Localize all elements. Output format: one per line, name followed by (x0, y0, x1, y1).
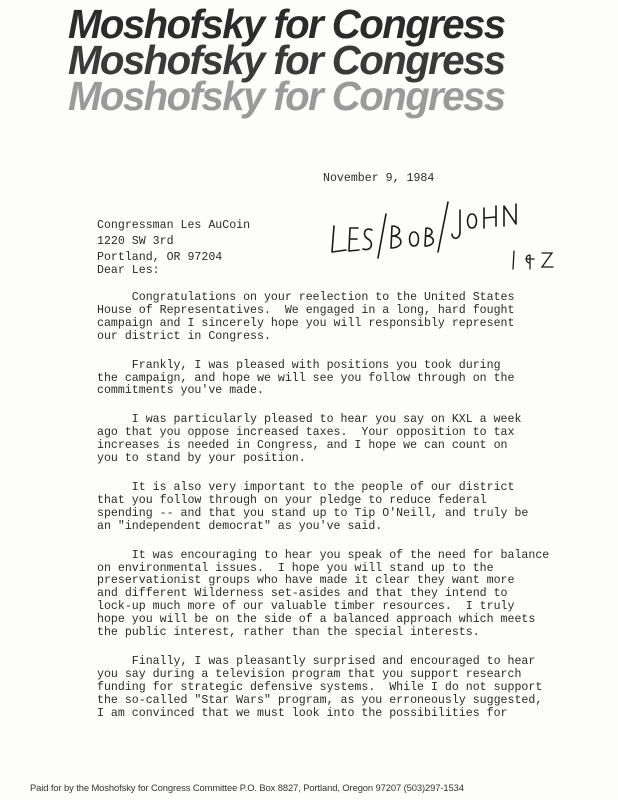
letter-date: November 9, 1984 (323, 172, 435, 185)
letterhead-line-3: Moshofsky for Congress (68, 73, 505, 119)
paragraph-4: It is also very important to the people of our district that you follow through on your pledge to reduce federal spending -- and that you stand up to Tip O'Neill, and truly be an "independent democrat" as you've said. (97, 480, 529, 533)
paragraph-5: It was encouraging to hear you speak of the need for balance on environmental issues. I hope you will stand up to the preservationist groups who have made it clear they want more and different Wilderness set-asides and that they intend to lock-up much more of our valuable timber resources. I truly hope you will be on the side of a balanced approach which meets the public interest, rather than the special interests. (97, 548, 550, 640)
paragraph-1: Congratulations on your reelection to the United States House of Representatives. We engaged in a long, hard fought campaign and I sincerely hope you will responsibly represent our district in Congress. (97, 291, 515, 343)
paragraph-3: I was particularly pleased to hear you say on KXL a week ago that you oppose increased taxes. Your opposition to tax increases is needed in Congress, and I hope we can count on you to stand by your position. (97, 413, 522, 466)
letter-body (97, 292, 597, 736)
recipient-name: Congressman Les AuCoin (97, 219, 251, 232)
paragraph-2: Frankly, I was pleased with positions you took during the campaign, and hope we will see you follow through on the commitments you've made. (97, 358, 515, 398)
recipient-street: 1220 SW 3rd (97, 235, 174, 248)
handwritten-page-count (508, 247, 558, 272)
handwritten-routing-note (328, 196, 528, 266)
letterhead-line-2: Moshofsky for Congress (68, 37, 505, 83)
paid-for-footer: Paid for by the Moshofsky for Congress Committee P.O. Box 8827, Portland, Oregon 97207 (503)297-1534 (30, 782, 464, 793)
paragraph-6: Finally, I was pleasantly surprised and encouraged to hear you say during a television program that you support research funding for strategic defensive systems. While I do not support the so-called "Star Wars" program, as you erroneously suggested, I am convinced that we must look into the possibilities for (97, 654, 543, 720)
salutation: Dear Les: (97, 264, 160, 277)
recipient-address (97, 218, 250, 266)
recipient-city: Portland, OR 97204 (97, 251, 223, 264)
letterhead-line-1: Moshofsky for Congress (68, 1, 505, 47)
letterhead (68, 1, 568, 119)
